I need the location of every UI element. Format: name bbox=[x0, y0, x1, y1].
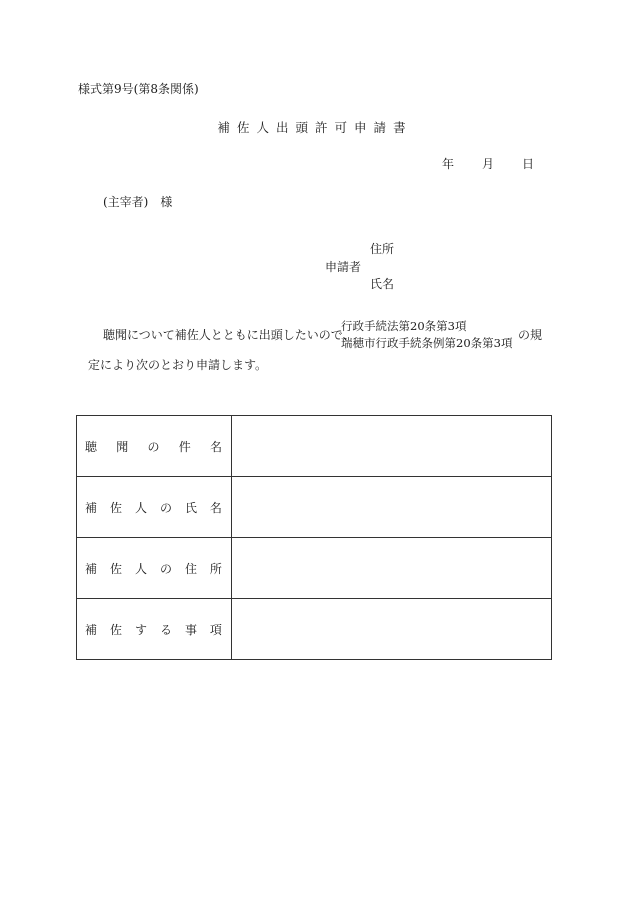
title-char: 人 bbox=[256, 120, 276, 135]
title-char: 書 bbox=[393, 120, 413, 135]
law-option-national: 行政手続法第20条第3項 bbox=[341, 319, 467, 333]
date-day-label: 日 bbox=[522, 157, 535, 171]
label-char: 項 bbox=[209, 622, 222, 637]
label-char: 補 bbox=[85, 561, 98, 576]
title-char: 申 bbox=[354, 120, 374, 135]
table-row bbox=[77, 538, 552, 599]
addressee: (主宰者) 様 bbox=[103, 195, 173, 209]
title-char: 佐 bbox=[236, 120, 257, 135]
label-char: 佐 bbox=[109, 500, 122, 515]
title-char: 補 bbox=[217, 120, 237, 135]
document-title bbox=[0, 118, 630, 136]
value-cell-assistant-address[interactable] bbox=[232, 538, 552, 599]
label-char: の bbox=[159, 561, 172, 576]
label-char: 佐 bbox=[109, 561, 122, 576]
date-month-label: 月 bbox=[482, 157, 495, 171]
label-char: 名 bbox=[209, 439, 222, 454]
body-text-suffix: の規 bbox=[518, 328, 543, 342]
label-char: 聞 bbox=[116, 439, 129, 454]
label-char: 事 bbox=[184, 622, 197, 637]
label-char: 人 bbox=[134, 561, 147, 576]
title-char: 請 bbox=[373, 120, 394, 135]
title-char: 許 bbox=[315, 120, 335, 135]
title-char: 可 bbox=[334, 120, 355, 135]
applicant-name-label: 氏名 bbox=[370, 277, 395, 291]
title-char: 頭 bbox=[295, 120, 315, 135]
label-char: 名 bbox=[209, 500, 222, 515]
table-row bbox=[77, 416, 552, 477]
form-number: 様式第9号(第8条関係) bbox=[78, 82, 199, 96]
table-row bbox=[77, 599, 552, 660]
date-line bbox=[442, 155, 534, 172]
body-text-line2: 定により次のとおり申請します。 bbox=[88, 358, 268, 372]
date-year-label: 年 bbox=[442, 157, 455, 171]
row-label-assistant-name bbox=[77, 477, 232, 538]
title-char: 出 bbox=[275, 120, 296, 135]
law-option-municipal: 瑞穂市行政手続条例第20条第3項 bbox=[341, 336, 513, 350]
applicant-address-label: 住所 bbox=[370, 242, 395, 256]
value-cell-hearing-subject[interactable] bbox=[232, 416, 552, 477]
applicant-label: 申請者 bbox=[325, 260, 362, 274]
table-row bbox=[77, 477, 552, 538]
application-form-table bbox=[76, 415, 552, 660]
value-cell-assistant-name[interactable] bbox=[232, 477, 552, 538]
label-char: 所 bbox=[209, 561, 222, 576]
label-char: 聴 bbox=[85, 439, 98, 454]
label-char: 氏 bbox=[184, 500, 197, 515]
label-char: の bbox=[159, 500, 172, 515]
label-char: る bbox=[159, 622, 172, 637]
body-text-line1: 聴聞について補佐人とともに出頭したいので、 bbox=[103, 328, 355, 342]
value-cell-assistance-matters[interactable] bbox=[232, 599, 552, 660]
row-label-hearing-subject bbox=[77, 416, 232, 477]
label-char: 補 bbox=[85, 622, 98, 637]
label-char: 件 bbox=[178, 439, 191, 454]
row-label-assistant-address bbox=[77, 538, 232, 599]
label-char: 補 bbox=[85, 500, 98, 515]
label-char: す bbox=[134, 622, 147, 637]
label-char: 住 bbox=[184, 561, 197, 576]
label-char: の bbox=[147, 439, 160, 454]
row-label-assistance-matters bbox=[77, 599, 232, 660]
label-char: 人 bbox=[134, 500, 147, 515]
label-char: 佐 bbox=[109, 622, 122, 637]
